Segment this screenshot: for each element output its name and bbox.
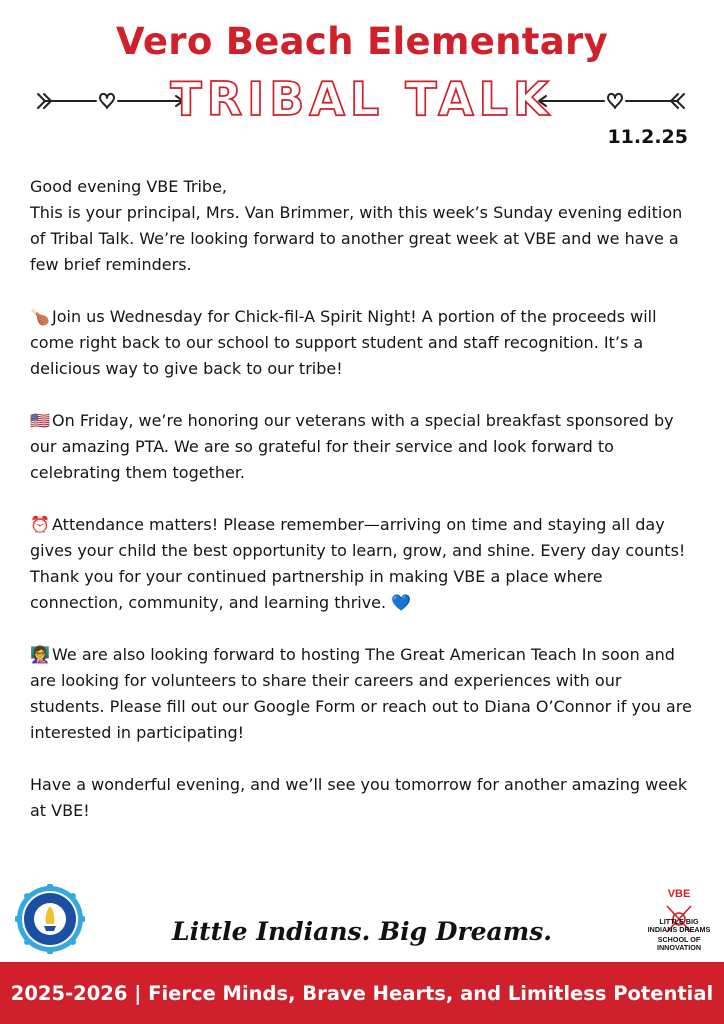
intro-text: This is your principal, Mrs. Van Brimmer, with this week’s Sunday evening edition of Tribal Talk. We’re looking forward to another great week at VBE and we have a few brief reminders. [30, 203, 683, 274]
teach-in-paragraph [30, 642, 694, 746]
drumstick-icon: 🍗 [30, 307, 50, 326]
closing-paragraph: Have a wonderful evening, and we’ll see you tomorrow for another amazing week at VBE! [30, 775, 688, 820]
newsletter-date: 11.2.25 [607, 126, 688, 148]
veterans-text: On Friday, we’re honoring our veterans with a special breakfast sponsored by our amazing PTA. We are so grateful for their service and look forward to celebrating them together. [30, 411, 674, 482]
attendance-text: Attendance matters! Please remember—arriving on time and staying all day gives your child the best opportunity to learn, grow, and shine. Every day counts! Thank you for your continued partnership in making VBE a place where connection, community, and learning thrive. [30, 515, 686, 612]
logo-line-2: INDIANS DREAMS [647, 925, 711, 934]
newsletter-body [30, 174, 694, 850]
blue-heart-icon: 💙 [391, 593, 412, 612]
school-name: Vero Beach Elementary [115, 20, 609, 63]
motto: Little Indians. Big Dreams. [172, 917, 552, 946]
spirit-night-paragraph [30, 304, 694, 382]
alarm-clock-icon: ⏰ [30, 515, 50, 534]
logo-acronym: VBE [667, 888, 691, 900]
spirit-night-text: Join us Wednesday for Chick-fil-A Spirit Night! A portion of the proceeds will come right back to our school to support student and staff recognition. It’s a delicious way to give back to our tribe! [30, 307, 657, 378]
teach-in-text: We are also looking forward to hosting The Great American Teach In soon and are looking for volunteers to share their careers and experiences with our students. Please fill out our Google Form or reach out to Diana O’Connor if you are interested in participating! [30, 645, 692, 742]
logo-line-3: SCHOOL OF INNOVATION [656, 935, 702, 952]
attendance-paragraph [30, 512, 694, 616]
teacher-icon: 👩‍🏫 [30, 645, 50, 664]
footer-tagline: 2025-2026 | Fierce Minds, Brave Hearts, and Limitless Potential [10, 982, 714, 1005]
us-flag-icon: 🇺🇸 [30, 411, 50, 430]
greeting: Good evening VBE Tribe, [30, 177, 227, 196]
footer-banner [0, 962, 724, 1024]
intro-paragraph [30, 174, 694, 278]
logo-line-1: LITTLE BIG [659, 917, 699, 926]
veterans-paragraph [30, 408, 694, 486]
arrow-heart-decoration-right [534, 88, 686, 114]
newsletter-title: TRIBAL TALK [170, 72, 554, 126]
vbe-school-logo [643, 888, 715, 954]
